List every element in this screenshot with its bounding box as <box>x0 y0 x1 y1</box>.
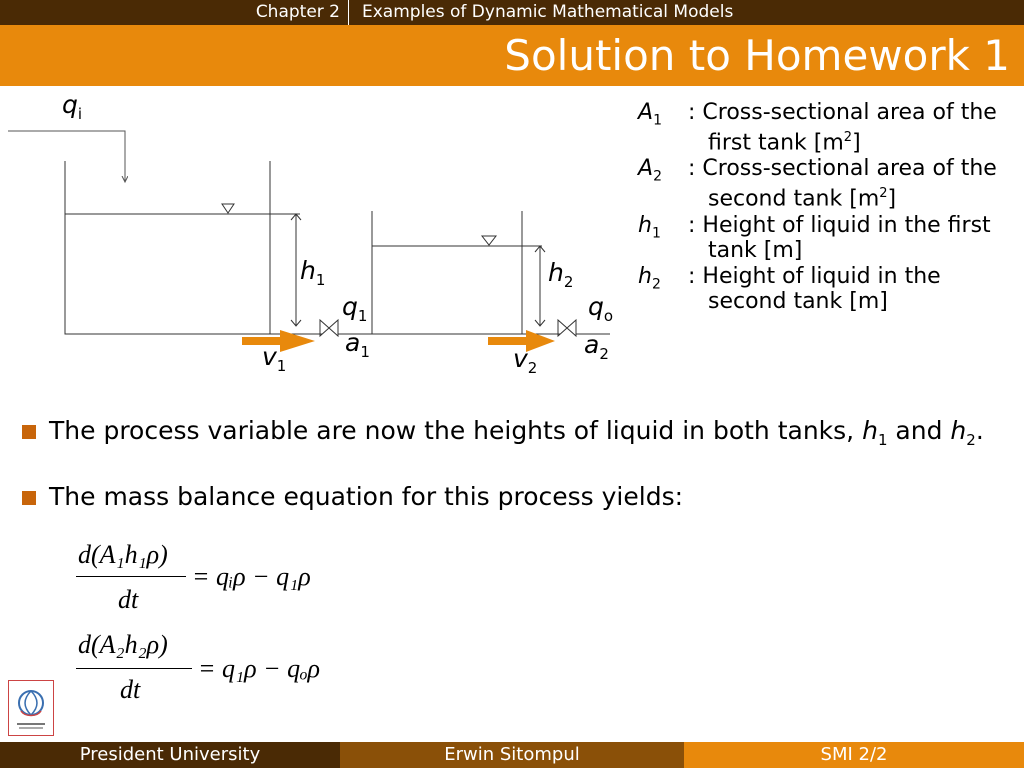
header-bar <box>0 0 1024 25</box>
inflow-line <box>8 131 125 182</box>
symbol-definitions <box>638 100 998 315</box>
bullet-item: The process variable are now the heights of liquid in both tanks, $h_1$ and $h_2$. <box>22 416 1012 455</box>
v2-label: $v_2$ <box>513 344 538 377</box>
definition-item: $A_1$ : Cross-sectional area of the first tank $[m^2]$ <box>638 100 997 156</box>
equation-1-numerator: d(A₁h₁ρ) <box>78 540 168 569</box>
bullet-square-icon <box>22 425 36 439</box>
section-title: Examples of Dynamic Mathematical Models <box>362 2 734 22</box>
equation-1-rhs: = qᵢρ − q₁ρ <box>192 562 311 591</box>
equation-1-denominator: dt <box>118 585 139 614</box>
tank-1 <box>65 161 270 334</box>
tank-2-level-marker <box>482 236 496 245</box>
title-bar <box>0 25 1024 86</box>
bullet-square-icon <box>22 491 36 505</box>
university-logo <box>8 680 54 736</box>
bullet-item: The mass balance equation for this process yields: <box>22 482 1012 511</box>
footer-author: Erwin Sitompul <box>340 742 684 768</box>
chapter-label: Chapter 2 <box>0 0 349 25</box>
q1-label: $q_1$ <box>342 292 368 325</box>
qo-label: $q_o$ <box>588 292 614 325</box>
definition-item: $A_2$ : Cross-sectional area of the second tank $[m^2]$ <box>638 156 997 212</box>
definition-item: $h_2$ : Height of liquid in the second tank [m] <box>638 263 941 314</box>
h2-label: $h_2$ <box>548 258 574 291</box>
h1-label: $h_1$ <box>300 256 326 289</box>
definition-item: $h_1$ : Height of liquid in the first tank [m] <box>638 212 991 263</box>
v1-label: $v_1$ <box>262 342 287 375</box>
bullet-list <box>22 416 1012 538</box>
tank-2 <box>372 211 522 334</box>
valve-1 <box>320 320 338 336</box>
footer-bar <box>0 742 1024 768</box>
footer-course: SMI 2/2 <box>684 742 1024 768</box>
equation-2-rhs: = q₁ρ − qₒρ <box>198 654 321 683</box>
equation-2-numerator: d(A₂h₂ρ) <box>78 630 168 659</box>
qi-label: $q_i$ <box>62 90 83 123</box>
slide-title: Solution to Homework 1 <box>504 31 1010 80</box>
a1-label: $a_1$ <box>345 328 370 361</box>
a2-label: $a_2$ <box>584 330 609 363</box>
footer-university: President University <box>0 742 340 768</box>
valve-2 <box>558 320 576 336</box>
equation-2-denominator: dt <box>120 675 141 704</box>
tank-1-level-marker <box>222 204 234 213</box>
